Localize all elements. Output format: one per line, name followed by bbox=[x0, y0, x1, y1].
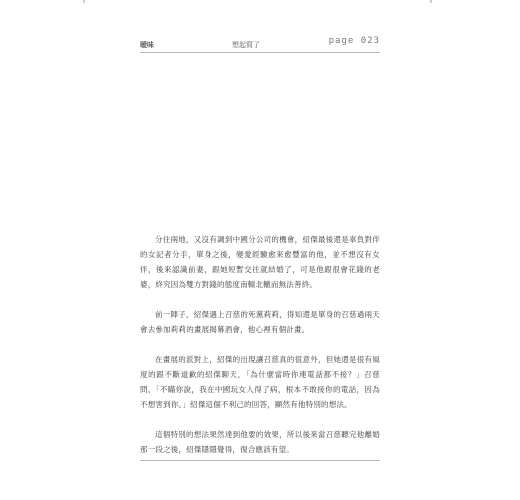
edge-mark bbox=[83, 0, 85, 3]
top-edge-marks bbox=[0, 0, 520, 4]
edge-mark bbox=[430, 0, 432, 3]
header-left-label: 暧味 bbox=[140, 40, 154, 49]
paragraph: 在畫展的派對上，紹傑的出現讓召慈真的很意外，但她還是很有風度的跟不斷道歉的紹傑聊天，「為什麼當時你連電話都不接？」召慈問，「不瞞你說，我在中國玩女人得了病，根本不敢接你的電話，因為不想害到你。」紹傑這個不利己的回答，顯然有他特別的想法。 bbox=[140, 355, 380, 409]
header-divider bbox=[140, 52, 380, 53]
paragraph: 前一陣子，紹傑遇上召慈的死黨莉莉，得知還是單身的召慈過兩天會去參加莉莉的畫展揭幕酒會，他心裡有個計畫。 bbox=[140, 310, 380, 334]
header-chapter-title: 想起寫了 bbox=[232, 41, 260, 49]
footer-divider bbox=[140, 460, 380, 461]
page-number: page 023 bbox=[328, 36, 380, 46]
page-header bbox=[140, 38, 380, 52]
page-body bbox=[140, 232, 380, 472]
paragraph: 這個特別的想法果然達到他要的效果，所以後來當召慈聽完他離婚那一段之後，紹傑隱隱覺得，復合應該有望。 bbox=[140, 430, 380, 454]
paragraph: 分住兩地，又沒有調到中國分公司的機會，紹傑最後還是辜負對伴的女記者分手，單身之後，變愛經驗愈來愈豐富的他，並不想沒有女伴，後來認識前妻，跟她短暫交往就結婚了，可是他跟很會花錢的老婆，終究因為雙方對錢的態度南轅北轍而無法善終。 bbox=[140, 235, 380, 289]
